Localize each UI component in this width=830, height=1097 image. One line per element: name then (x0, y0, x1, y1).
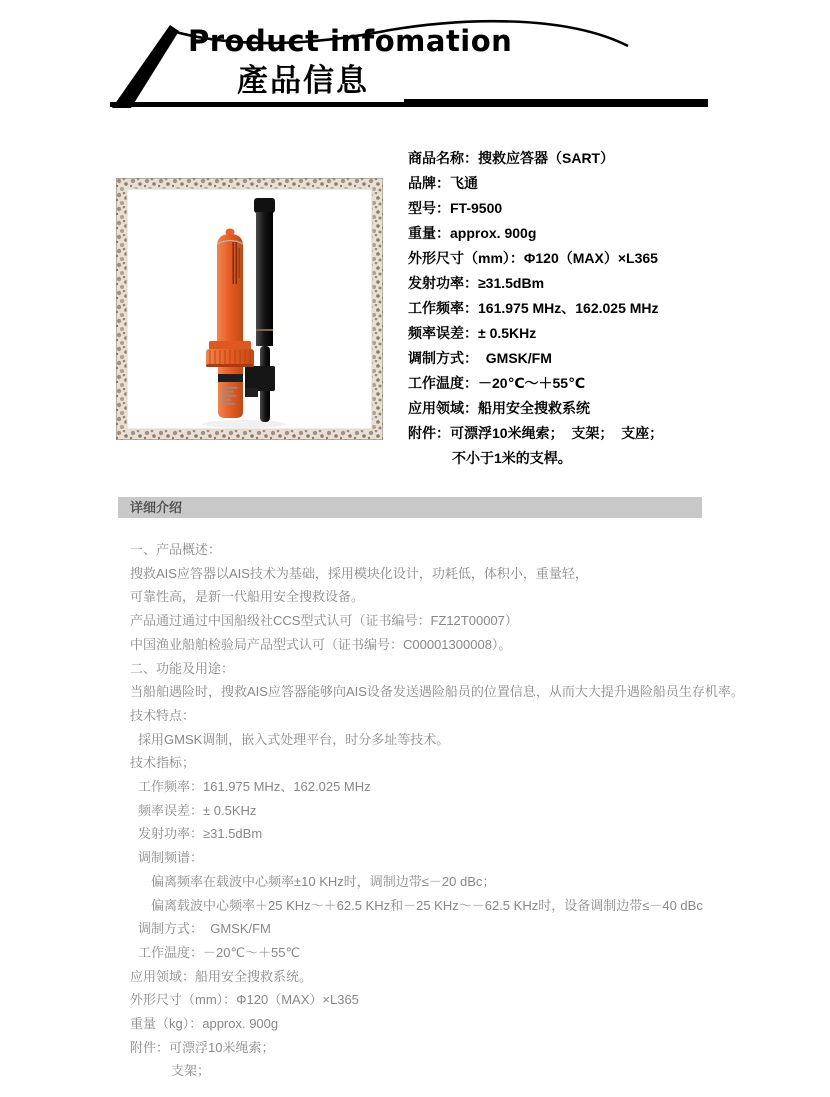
detail-text (130, 538, 790, 1083)
spec-line-brand: 品牌：飞通 (408, 175, 478, 191)
spec-line-frequency: 工作频率：161.975 MHz、162.025 MHz (408, 300, 659, 316)
detail-line: 发射功率：≥31.5dBm (138, 826, 263, 842)
detail-line: 二、功能及用途： (130, 660, 235, 676)
detail-line: 产品通过通过中国船级社CCS型式认可（证书编号：FZ12T00007） (130, 613, 518, 629)
detail-line: 重量（kg）：approx. 900g (130, 1016, 279, 1032)
detail-line: 一、产品概述： (130, 542, 222, 557)
page-title-chinese: 產品信息 (237, 63, 369, 98)
detail-line: 外形尺寸（mm）：Φ120（MAX）×L365 (130, 992, 359, 1008)
detail-line: 当船舶遇险时，搜救AIS应答器能够向AIS设备发送遇险船员的位置信息，从而大大提升遇险船员生存机率。 (130, 684, 744, 700)
photo-frame (116, 178, 383, 440)
detail-line: 应用领域：船用安全搜救系统。 (130, 968, 313, 984)
slash-stroke-decoration (112, 25, 179, 108)
spec-line-model: 型号：FT-9500 (408, 200, 503, 216)
detail-line: 可靠性高，是新一代船用安全搜救设备。 (130, 589, 365, 605)
detail-line: 技术特点： (130, 707, 196, 723)
product-photo (116, 178, 383, 440)
section-header-detail-intro: 详细介绍 (118, 497, 702, 518)
product-specs (408, 146, 823, 471)
detail-line: 採用GMSK调制，嵌入式处理平台，时分多址等技术。 (138, 731, 450, 747)
detail-line: 工作频率：161.975 MHz、162.025 MHz (138, 779, 371, 795)
spec-line-weight: 重量：approx. 900g (408, 225, 537, 241)
spec-line-application: 应用领域：船用安全搜救系统 (408, 400, 590, 416)
page-title-english: Product infomation (188, 24, 513, 58)
detail-line: 支架； (171, 1063, 211, 1079)
underline-bar-thick (404, 99, 708, 107)
detail-line: 搜救AIS应答器以AIS技术为基础，採用模块化设计，功耗低，体积小，重量轻， (130, 565, 588, 581)
detail-line: 调制方式： GMSK/FM (138, 921, 271, 937)
underline-bar-thin (110, 102, 410, 107)
spec-line-temperature: 工作温度：－20℃～＋55℃ (408, 375, 586, 391)
spec-line-freq-error: 频率误差：± 0.5KHz (408, 325, 537, 341)
spec-line-accessories-cont: 不小于1米的支桿。 (452, 450, 572, 466)
detail-line: 调制频谱： (138, 850, 204, 866)
detail-line: 附件：可漂浮10米绳索； (130, 1039, 275, 1055)
spec-line-accessories: 附件：可漂浮10米绳索； 支架； 支座； (408, 425, 664, 441)
spec-line-modulation: 调制方式： GMSK/FM (408, 350, 552, 366)
detail-line: 频率误差：± 0.5KHz (138, 802, 257, 818)
detail-line: 偏离频率在载波中心频率±10 KHz时，调制边带≤－20 dBc； (151, 873, 496, 889)
detail-line: 偏离载波中心频率＋25 KHz～＋62.5 KHz和－25 KHz～－62.5 KHz时，设备调制边带≤－40 dBc (151, 897, 703, 913)
spec-line-dimensions: 外形尺寸（mm）：Φ120（MAX）×L365 (408, 250, 658, 266)
spec-line-product-name: 商品名称：搜救应答器（SART） (408, 150, 615, 166)
detail-line: 工作温度：－20℃～＋55℃ (138, 944, 301, 960)
spec-line-tx-power: 发射功率：≥31.5dBm (408, 275, 545, 291)
detail-line: 中国渔业船舶检验局产品型式认可（证书编号：C00001300008）。 (130, 636, 512, 652)
detail-line: 技术指标； (130, 755, 196, 771)
